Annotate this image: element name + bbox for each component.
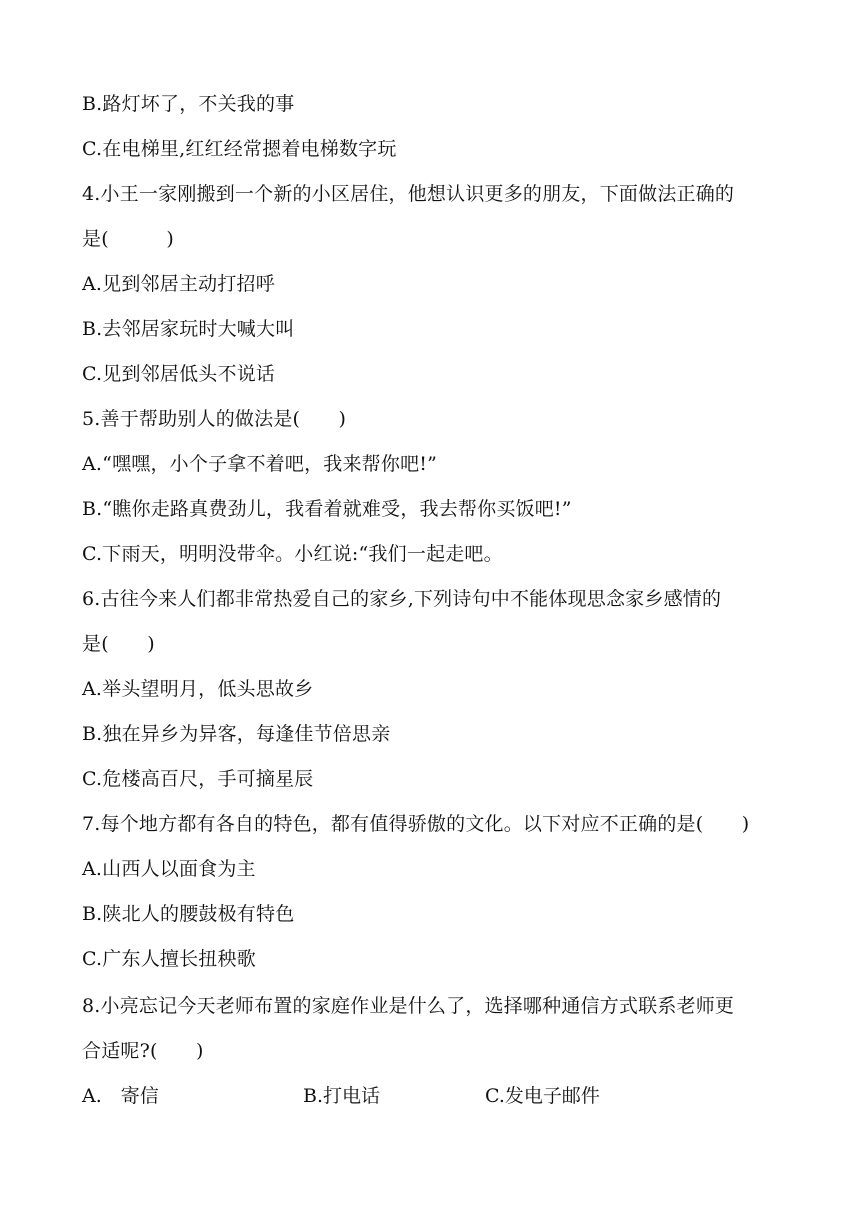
q4-option-a: A.见到邻居主动打招呼 <box>82 273 275 295</box>
q6-option-b: B.独在异乡为异客，每逢佳节倍思亲 <box>82 723 391 745</box>
q4-stem-line2: 是( ) <box>82 228 175 250</box>
q7-option-c: C.广东人擅长扭秧歌 <box>82 948 256 970</box>
q6-stem-line1: 6.古往今来人们都非常热爱自己的家乡,下列诗句中不能体现思念家乡感情的 <box>82 588 722 610</box>
q7-option-b: B.陕北人的腰鼓极有特色 <box>82 903 295 925</box>
q5-option-b: B.“瞧你走路真费劲儿，我看着就难受，我去帮你买饭吧!” <box>82 498 572 520</box>
q6-stem-line2: 是( ) <box>82 633 155 655</box>
q3-option-b: B.路灯坏了，不关我的事 <box>82 93 295 115</box>
q3-option-c: C.在电梯里,红红经常摁着电梯数字玩 <box>82 138 397 160</box>
q7-option-a: A.山西人以面食为主 <box>82 858 256 880</box>
q8-option-b: B.打电话 <box>303 1085 381 1107</box>
q4-stem-line1: 4.小王一家刚搬到一个新的小区居住，他想认识更多的朋友，下面做法正确的 <box>82 183 735 205</box>
q8-stem-line2: 合适呢?( ) <box>82 1040 204 1062</box>
q6-option-c: C.危楼高百尺，手可摘星辰 <box>82 768 314 790</box>
q4-option-c: C.见到邻居低头不说话 <box>82 363 276 385</box>
q5-stem: 5.善于帮助别人的做法是( ) <box>82 408 347 430</box>
q4-option-b: B.去邻居家玩时大喊大叫 <box>82 318 295 340</box>
q8-option-a: A. 寄信 <box>82 1085 159 1107</box>
q5-option-a: A.“嘿嘿，小个子拿不着吧，我来帮你吧!” <box>82 453 438 475</box>
q5-option-c: C.下雨天，明明没带伞。小红说:“我们一起走吧。 <box>82 543 503 565</box>
q8-stem-line1: 8.小亮忘记今天老师布置的家庭作业是什么了，选择哪种通信方式联系老师更 <box>82 995 735 1017</box>
q6-option-a: A.举头望明月，低头思故乡 <box>82 678 314 700</box>
q8-option-c: C.发电子邮件 <box>485 1085 600 1107</box>
q7-stem: 7.每个地方都有各自的特色，都有值得骄傲的文化。以下对应不正确的是( ) <box>82 813 750 835</box>
